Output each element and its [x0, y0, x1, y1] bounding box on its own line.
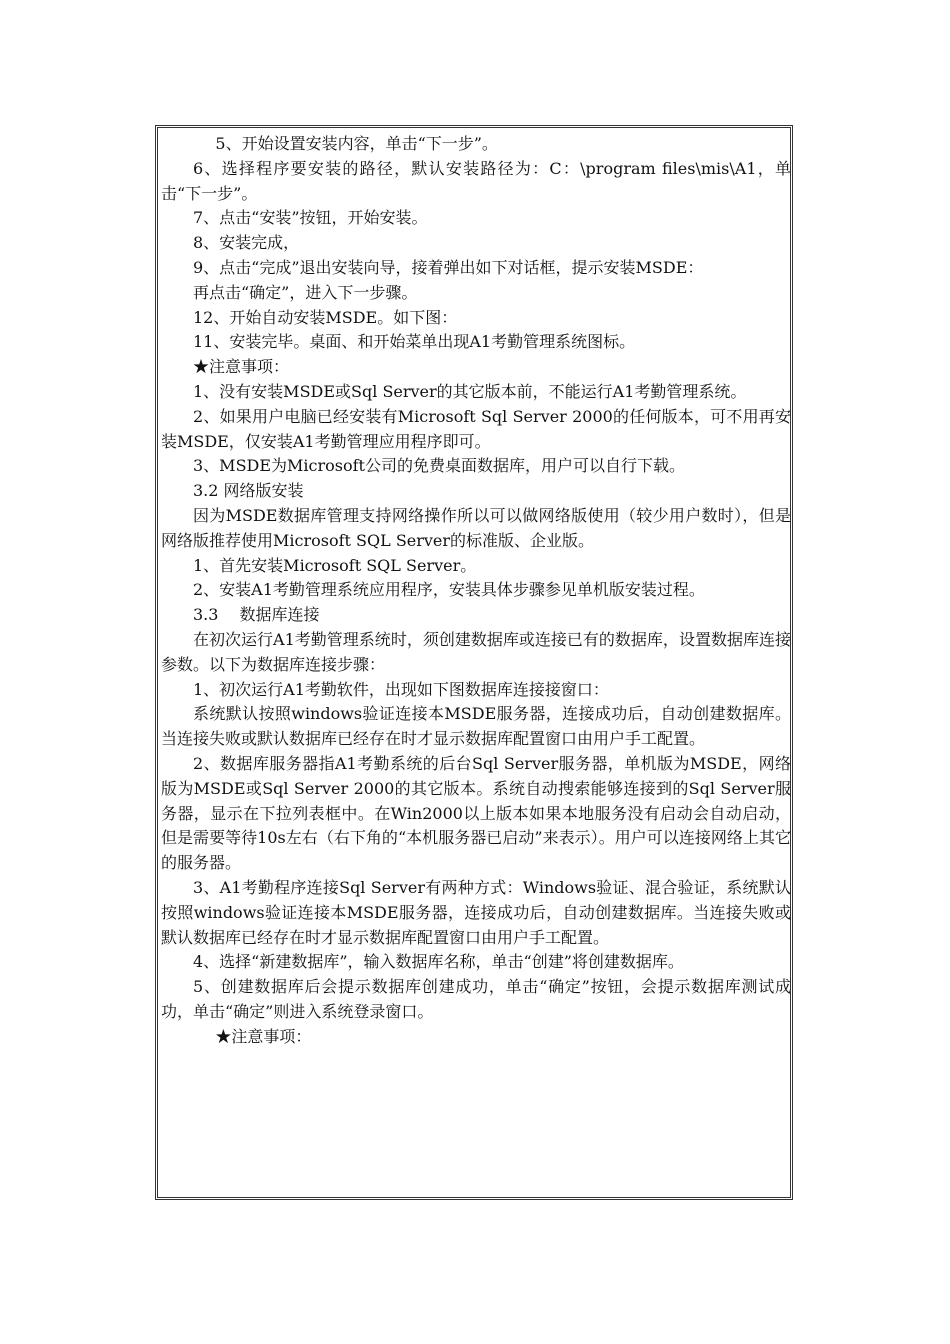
paragraph: 在初次运行A1考勤管理系统时，须创建数据库或连接已有的数据库，设置数据库连接参数。以下为数据库连接步骤： [161, 629, 791, 674]
paragraph: 11、安装完毕。桌面、和开始菜单出现A1考勤管理系统图标。 [193, 332, 636, 352]
paragraph: 系统默认按照windows验证连接本MSDE服务器，连接成功后，自动创建数据库。当连接失败或默认数据库已经存在时才显示数据库配置窗口由用户手工配置。 [161, 704, 791, 749]
paragraph: 因为MSDE数据库管理支持网络操作所以可以做网络版使用（较少用户数时），但是网络版推荐使用Microsoft SQL Server的标准版、企业版。 [161, 505, 791, 550]
paragraph: 5、创建数据库后会提示数据库创建成功，单击“确定”按钮，会提示数据库测试成功，单击“确定”则进入系统登录窗口。 [161, 977, 791, 1021]
paragraph: 3.3 数据库连接 [193, 605, 320, 625]
paragraph: 9、点击“完成”退出安装向导，接着弹出如下对话框，提示安装MSDE： [193, 257, 704, 277]
paragraph: 1、没有安装MSDE或Sql Server的其它版本前，不能运行A1考勤管理系统。 [193, 381, 747, 401]
paragraph: 3、MSDE为Microsoft公司的免费桌面数据库，用户可以自行下载。 [193, 456, 685, 476]
paragraph: 2、如果用户电脑已经安装有Microsoft Sql Server 2000的任何版本，可不用再安装MSDE，仅安装A1考勤管理应用程序即可。 [161, 406, 791, 451]
paragraph: 6、选择程序要安装的路径，默认安装路径为：C：\program files\mis\A1，单击“下一步”。 [161, 158, 791, 203]
paragraph: 8、安装完成， [193, 233, 300, 253]
paragraph: 5、开始设置安装内容，单击“下一步”。 [215, 134, 498, 153]
paragraph: 12、开始自动安装MSDE。如下图： [193, 307, 458, 327]
paragraph: ★注意事项： [215, 1026, 312, 1046]
paragraph: 3、A1考勤程序连接Sql Server有两种方式：Windows验证、混合验证，系统默认按照windows验证连接本MSDE服务器，连接成功后，自动创建数据库。当连接失败或默认数据库已经存在时才显示数据库配置窗口由用户手工配置。 [161, 877, 791, 947]
paragraph: 4、选择“新建数据库”，输入数据库名称，单击“创建”将创建数据库。 [193, 952, 684, 972]
paragraph: 2、安装A1考勤管理系统应用程序，安装具体步骤参见单机版安装过程。 [193, 580, 705, 600]
paragraph: 3.2 网络版安装 [193, 481, 304, 501]
paragraph: 7、点击“安装”按钮，开始安装。 [193, 208, 428, 228]
paragraph: 再点击“确定”，进入下一步骤。 [193, 282, 418, 302]
paragraph: ★注意事项： [193, 357, 290, 377]
paragraph: 2、数据库服务器指A1考勤系统的后台Sql Server服务器，单机版为MSDE，网络版为MSDE或Sql Server 2000的其它版本。系统自动搜索能够连接到的Sql Server服务器，显示在下拉列表框中。在Win2000以上版本如果本地服务没有启动会自动启动，但是需要等待10s左右（右下角的“本机服务器已启动”来表示）。用户可以连接网络上其它的服务器。 [161, 753, 791, 873]
paragraph: 1、首先安装Microsoft SQL Server。 [193, 555, 477, 575]
document-frame [155, 125, 793, 1200]
paragraph: 1、初次运行A1考勤软件，出现如下图数据库连接接窗口： [193, 679, 609, 699]
document-body [161, 132, 791, 1049]
